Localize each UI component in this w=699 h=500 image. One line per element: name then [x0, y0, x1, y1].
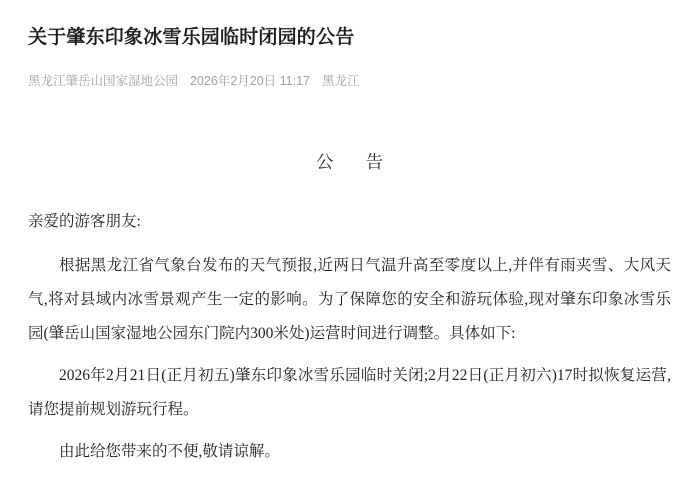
meta-region: 黑龙江	[322, 74, 360, 88]
paragraph-body-3: 由此给您带来的不便,敬请谅解。	[59, 443, 280, 460]
header-divider	[28, 104, 671, 105]
paragraph-salutation: 亲爱的游客朋友:	[28, 213, 141, 230]
meta-source[interactable]: 黑龙江肇岳山国家湿地公园	[28, 74, 179, 88]
paragraph-body-1: 根据黑龙江省气象台发布的天气预报,近两日气温升高至零度以上,并伴有雨夹雪、大风天气,将对县域内冰雪景观产生一定的影响。为了保障您的安全和游玩体验,现对肇东印象冰雪乐园(肇岳山国家湿地公园东门院内300米处)运营时间进行调整。具体如下:	[28, 257, 671, 342]
article-body	[28, 149, 671, 469]
document-heading: 公 告	[315, 152, 398, 172]
article-meta	[28, 72, 671, 90]
page-title: 关于肇东印象冰雪乐园临时闭园的公告	[28, 27, 355, 48]
meta-datetime: 2026年2月20日 11:17	[190, 74, 311, 88]
paragraph-body-2: 2026年2月21日(正月初五)肇东印象冰雪乐园临时关闭;2月22日(正月初六)17时拟恢复运营,请您提前规划游玩行程。	[28, 367, 671, 418]
